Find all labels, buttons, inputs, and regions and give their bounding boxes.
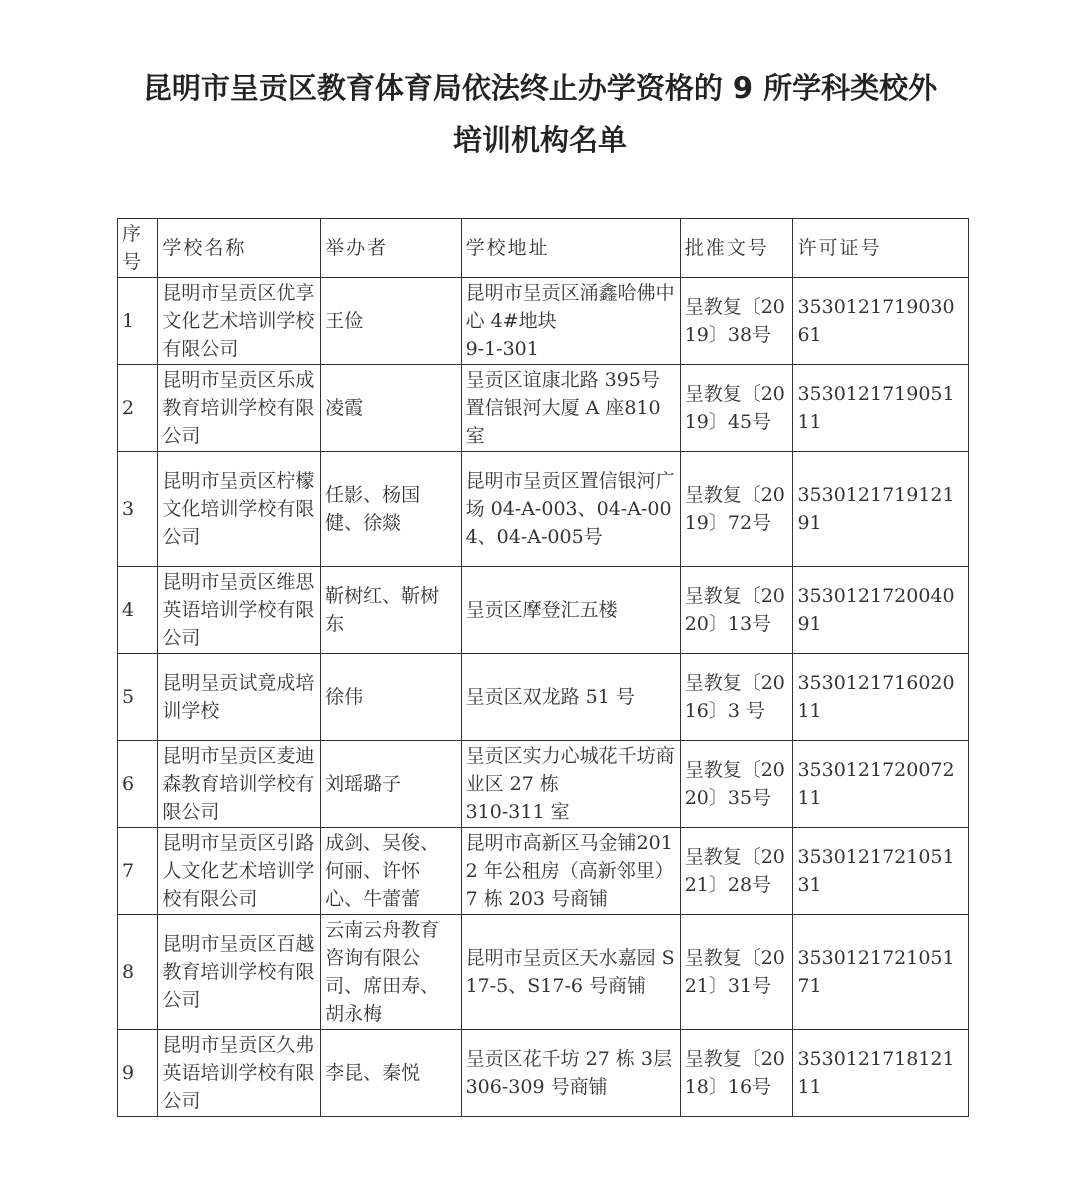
table-row [118, 915, 969, 1030]
table-row [118, 654, 969, 741]
cell-organizer: 云南云舟教育咨询有限公司、席田寿、胡永梅 [321, 915, 461, 1030]
cell-approval-number: 呈教复〔2019〕45号 [680, 365, 793, 452]
cell-address: 呈贡区摩登汇五楼 [461, 567, 680, 654]
table-header-row [118, 219, 969, 278]
table-row [118, 741, 969, 828]
cell-address: 昆明市呈贡区涌鑫哈佛中心 4#地块 9-1-301 [461, 278, 680, 365]
cell-address: 昆明市呈贡区天水嘉园 S17-5、S17-6 号商铺 [461, 915, 680, 1030]
cell-organizer: 刘瑶璐子 [321, 741, 461, 828]
table-row [118, 278, 969, 365]
cell-school-name: 昆明市呈贡区乐成教育培训学校有限公司 [158, 365, 321, 452]
cell-index: 9 [118, 1030, 158, 1117]
cell-organizer: 靳树红、靳树东 [321, 567, 461, 654]
institution-table [117, 218, 969, 1117]
cell-school-name: 昆明市呈贡区柠檬文化培训学校有限公司 [158, 452, 321, 567]
cell-address: 呈贡区花千坊 27 栋 3层 306-309 号商铺 [461, 1030, 680, 1117]
cell-approval-number: 呈教复〔2021〕28号 [680, 828, 793, 915]
cell-school-name: 昆明市呈贡区引路人文化艺术培训学校有限公司 [158, 828, 321, 915]
table-row [118, 567, 969, 654]
cell-approval-number: 呈教复〔2018〕16号 [680, 1030, 793, 1117]
cell-index: 3 [118, 452, 158, 567]
cell-index: 4 [118, 567, 158, 654]
title-line-2: 培训机构名单 [452, 123, 627, 157]
cell-license-number: 353012171812111 [793, 1030, 969, 1117]
cell-approval-number: 呈教复〔2020〕35号 [680, 741, 793, 828]
cell-license-number: 353012172004091 [793, 567, 969, 654]
cell-school-name: 昆明市呈贡区百越教育培训学校有限公司 [158, 915, 321, 1030]
cell-license-number: 353012171905111 [793, 365, 969, 452]
table-row [118, 828, 969, 915]
cell-index: 8 [118, 915, 158, 1030]
cell-license-number: 353012172105131 [793, 828, 969, 915]
cell-school-name: 昆明呈贡试竟成培训学校 [158, 654, 321, 741]
cell-index: 2 [118, 365, 158, 452]
cell-school-name: 昆明市呈贡区维思英语培训学校有限公司 [158, 567, 321, 654]
cell-license-number: 353012172105171 [793, 915, 969, 1030]
cell-index: 1 [118, 278, 158, 365]
header-organizer: 举办者 [321, 219, 461, 278]
cell-school-name: 昆明市呈贡区麦迪森教育培训学校有限公司 [158, 741, 321, 828]
cell-approval-number: 呈教复〔2019〕72号 [680, 452, 793, 567]
title-line-1: 昆明市呈贡区教育体育局依法终止办学资格的 9 所学科类校外 [142, 71, 938, 105]
header-school-name: 学校名称 [158, 219, 321, 278]
header-address: 学校地址 [461, 219, 680, 278]
header-index: 序 号 [118, 219, 158, 278]
cell-school-name: 昆明市呈贡区优享文化艺术培训学校有限公司 [158, 278, 321, 365]
table-row [118, 1030, 969, 1117]
table-row [118, 452, 969, 567]
header-license-number: 许可证号 [793, 219, 969, 278]
cell-address: 昆明市高新区马金铺2012 年公租房（高新邻里）7 栋 203 号商铺 [461, 828, 680, 915]
cell-address: 昆明市呈贡区置信银河广场 04-A-003、04-A-004、04-A-005号 [461, 452, 680, 567]
cell-approval-number: 呈教复〔2020〕13号 [680, 567, 793, 654]
cell-approval-number: 呈教复〔2019〕38号 [680, 278, 793, 365]
cell-organizer: 任影、杨国健、徐燚 [321, 452, 461, 567]
cell-organizer: 徐伟 [321, 654, 461, 741]
cell-organizer: 王俭 [321, 278, 461, 365]
cell-address: 呈贡区双龙路 51 号 [461, 654, 680, 741]
cell-index: 6 [118, 741, 158, 828]
cell-school-name: 昆明市呈贡区久弗英语培训学校有限公司 [158, 1030, 321, 1117]
table-row [118, 365, 969, 452]
cell-organizer: 凌霞 [321, 365, 461, 452]
cell-address: 呈贡区实力心城花千坊商业区 27 栋 310-311 室 [461, 741, 680, 828]
cell-license-number: 353012172007211 [793, 741, 969, 828]
cell-approval-number: 呈教复〔2021〕31号 [680, 915, 793, 1030]
cell-index: 5 [118, 654, 158, 741]
header-approval-number: 批准文号 [680, 219, 793, 278]
cell-approval-number: 呈教复〔2016〕3 号 [680, 654, 793, 741]
cell-organizer: 李昆、秦悦 [321, 1030, 461, 1117]
cell-index: 7 [118, 828, 158, 915]
cell-license-number: 353012171912191 [793, 452, 969, 567]
document-title [0, 62, 1080, 166]
cell-license-number: 353012171903061 [793, 278, 969, 365]
cell-license-number: 353012171602011 [793, 654, 969, 741]
cell-organizer: 成剑、吴俊、何丽、许怀心、牛蕾蕾 [321, 828, 461, 915]
cell-address: 呈贡区谊康北路 395号置信银河大厦 A 座810 室 [461, 365, 680, 452]
